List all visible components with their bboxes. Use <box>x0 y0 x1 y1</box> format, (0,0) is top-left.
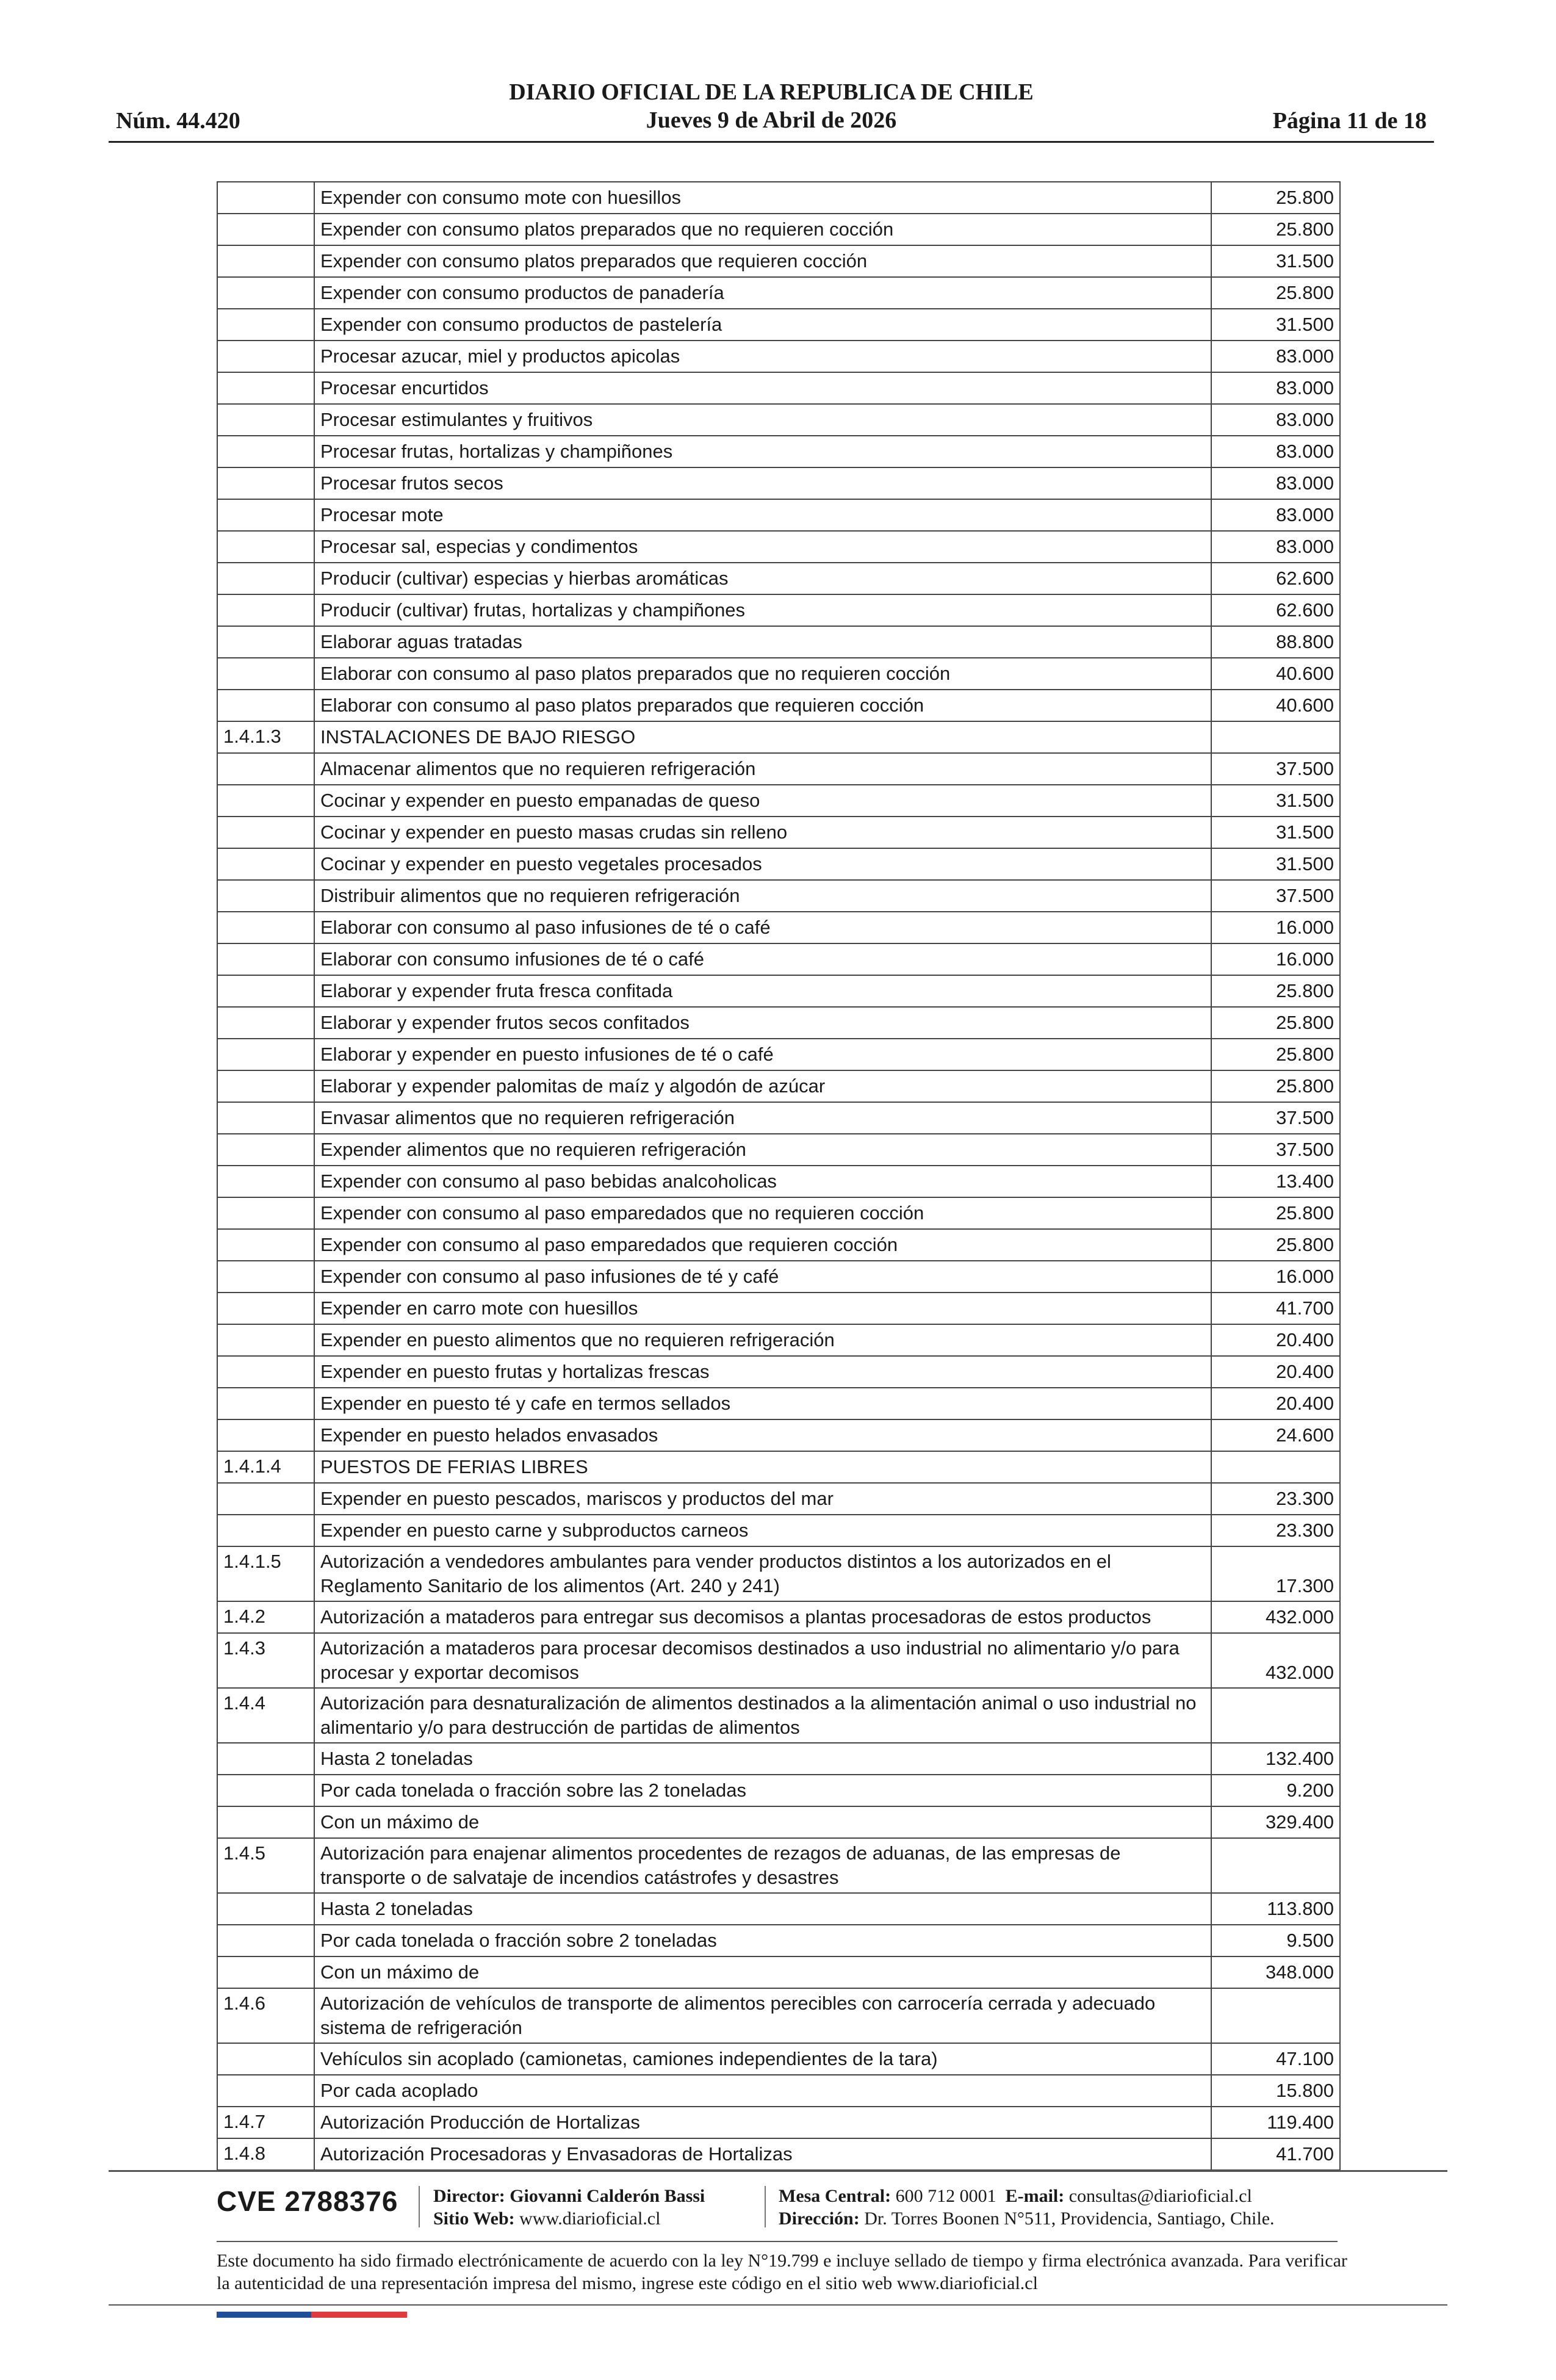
item-code <box>217 341 314 372</box>
item-code <box>217 785 314 817</box>
item-code <box>217 1806 314 1838</box>
item-code <box>217 182 314 214</box>
item-description: Por cada tonelada o fracción sobre 2 toneladas <box>314 1925 1211 1956</box>
item-amount: 31.500 <box>1211 309 1340 341</box>
address-label: Dirección: <box>779 2209 860 2229</box>
table-row <box>217 753 1340 785</box>
item-code: 1.4.5 <box>217 1838 314 1893</box>
table-row <box>217 1546 1340 1601</box>
flag-stripe-red <box>311 2312 407 2318</box>
item-description: Almacenar alimentos que no requieren refrigeración <box>314 753 1211 785</box>
item-amount: 23.300 <box>1211 1483 1340 1515</box>
item-amount: 25.800 <box>1211 1039 1340 1070</box>
item-amount: 23.300 <box>1211 1515 1340 1546</box>
item-amount: 329.400 <box>1211 1806 1340 1838</box>
table-row <box>217 1633 1340 1688</box>
item-code <box>217 1956 314 1988</box>
item-description: Procesar mote <box>314 499 1211 531</box>
item-code <box>217 1134 314 1166</box>
item-code <box>217 880 314 912</box>
item-code <box>217 499 314 531</box>
item-description: Expender en puesto carne y subproductos carneos <box>314 1515 1211 1546</box>
table-row <box>217 182 1340 214</box>
table-row <box>217 1197 1340 1229</box>
item-amount: 83.000 <box>1211 436 1340 467</box>
item-code <box>217 1388 314 1419</box>
item-description: Con un máximo de <box>314 1956 1211 1988</box>
item-amount: 31.500 <box>1211 245 1340 277</box>
item-description: Elaborar y expender fruta fresca confitada <box>314 975 1211 1007</box>
item-amount <box>1211 1988 1340 2043</box>
table-row <box>217 1601 1340 1633</box>
phone-number: 600 712 0001 <box>895 2186 996 2206</box>
table-row <box>217 309 1340 341</box>
item-amount: 432.000 <box>1211 1633 1340 1688</box>
item-amount: 25.800 <box>1211 277 1340 309</box>
item-amount: 432.000 <box>1211 1601 1340 1633</box>
item-amount: 25.800 <box>1211 975 1340 1007</box>
item-amount: 83.000 <box>1211 372 1340 404</box>
issue-number: Núm. 44.420 <box>116 108 240 134</box>
item-description: Procesar encurtidos <box>314 372 1211 404</box>
item-code <box>217 690 314 721</box>
item-code <box>217 1039 314 1070</box>
item-description: Con un máximo de <box>314 1806 1211 1838</box>
item-description: Procesar azucar, miel y productos apicolas <box>314 341 1211 372</box>
item-description: Expender con consumo productos de pastelería <box>314 309 1211 341</box>
item-description: Expender en puesto helados envasados <box>314 1419 1211 1451</box>
table-row <box>217 1102 1340 1134</box>
item-amount: 24.600 <box>1211 1419 1340 1451</box>
item-code <box>217 1893 314 1925</box>
table-row <box>217 626 1340 658</box>
fees-table-body <box>217 182 1340 2170</box>
item-code: 1.4.1.3 <box>217 721 314 753</box>
item-amount: 25.800 <box>1211 1070 1340 1102</box>
table-row <box>217 1775 1340 1806</box>
item-description: Expender con consumo al paso emparedados que requieren cocción <box>314 1229 1211 1261</box>
item-amount: 25.800 <box>1211 1229 1340 1261</box>
item-code <box>217 912 314 943</box>
item-amount: 25.800 <box>1211 182 1340 214</box>
item-description: Expender en carro mote con huesillos <box>314 1293 1211 1324</box>
item-amount: 31.500 <box>1211 817 1340 848</box>
item-amount: 41.700 <box>1211 1293 1340 1324</box>
item-description: Expender con consumo platos preparados que requieren cocción <box>314 245 1211 277</box>
item-amount: 83.000 <box>1211 341 1340 372</box>
item-amount: 37.500 <box>1211 880 1340 912</box>
table-row <box>217 1229 1340 1261</box>
item-description: Hasta 2 toneladas <box>314 1743 1211 1775</box>
table-row <box>217 912 1340 943</box>
table-row <box>217 1806 1340 1838</box>
item-amount: 47.100 <box>1211 2043 1340 2075</box>
item-description: Expender alimentos que no requieren refrigeración <box>314 1134 1211 1166</box>
table-row <box>217 2138 1340 2170</box>
footer-separator <box>765 2186 766 2227</box>
item-description: Elaborar y expender palomitas de maíz y algodón de azúcar <box>314 1070 1211 1102</box>
item-description: Elaborar con consumo al paso platos preparados que requieren cocción <box>314 690 1211 721</box>
issue-date: Jueves 9 de Abril de 2026 <box>646 107 897 133</box>
item-description: Autorización para enajenar alimentos procedentes de rezagos de aduanas, de las empresas de transporte o de salvataje de incendios catástrofes y desastres <box>314 1838 1211 1893</box>
item-amount: 41.700 <box>1211 2138 1340 2170</box>
item-code <box>217 1419 314 1451</box>
item-description: Cocinar y expender en puesto empanadas de queso <box>314 785 1211 817</box>
item-description: Expender con consumo al paso infusiones de té y café <box>314 1261 1211 1293</box>
item-description: Expender con consumo al paso bebidas analcoholicas <box>314 1166 1211 1197</box>
item-description: Distribuir alimentos que no requieren refrigeración <box>314 880 1211 912</box>
item-description: Por cada tonelada o fracción sobre las 2 toneladas <box>314 1775 1211 1806</box>
item-amount <box>1211 721 1340 753</box>
table-row <box>217 1688 1340 1743</box>
item-amount: 348.000 <box>1211 1956 1340 1988</box>
item-code <box>217 1293 314 1324</box>
item-code <box>217 563 314 594</box>
table-row <box>217 563 1340 594</box>
item-code <box>217 404 314 436</box>
item-code <box>217 372 314 404</box>
table-row <box>217 1356 1340 1388</box>
table-row <box>217 880 1340 912</box>
table-row <box>217 1838 1340 1893</box>
item-description: Autorización Procesadoras y Envasadoras de Hortalizas <box>314 2138 1211 2170</box>
website-label: Sitio Web: <box>433 2209 515 2229</box>
table-row <box>217 785 1340 817</box>
item-code <box>217 1102 314 1134</box>
table-row <box>217 1893 1340 1925</box>
item-code <box>217 1166 314 1197</box>
table-row <box>217 1261 1340 1293</box>
table-row <box>217 1925 1340 1956</box>
item-code <box>217 1261 314 1293</box>
item-amount: 37.500 <box>1211 1134 1340 1166</box>
masthead <box>109 78 1434 134</box>
footer-contact-block <box>779 2185 1275 2230</box>
item-code: 1.4.3 <box>217 1633 314 1688</box>
table-row <box>217 658 1340 690</box>
item-description: Hasta 2 toneladas <box>314 1893 1211 1925</box>
item-amount <box>1211 1688 1340 1743</box>
item-description: Por cada acoplado <box>314 2075 1211 2107</box>
website-link[interactable]: www.diarioficial.cl <box>519 2209 661 2229</box>
table-row <box>217 245 1340 277</box>
table-row <box>217 721 1340 753</box>
item-description: Procesar sal, especias y condimentos <box>314 531 1211 563</box>
item-description: Expender en puesto alimentos que no requieren refrigeración <box>314 1324 1211 1356</box>
item-code: 1.4.4 <box>217 1688 314 1743</box>
item-amount: 37.500 <box>1211 1102 1340 1134</box>
item-description: Procesar estimulantes y fruitivos <box>314 404 1211 436</box>
item-amount: 16.000 <box>1211 1261 1340 1293</box>
item-amount <box>1211 1451 1340 1483</box>
item-amount: 31.500 <box>1211 785 1340 817</box>
item-code <box>217 1743 314 1775</box>
table-row <box>217 943 1340 975</box>
phone-label: Mesa Central: <box>779 2186 891 2206</box>
item-amount: 132.400 <box>1211 1743 1340 1775</box>
table-row <box>217 404 1340 436</box>
table-row <box>217 848 1340 880</box>
item-code <box>217 848 314 880</box>
table-row <box>217 1293 1340 1324</box>
item-amount: 37.500 <box>1211 753 1340 785</box>
item-description: Vehículos sin acoplado (camionetas, camiones independientes de la tara) <box>314 2043 1211 2075</box>
item-code <box>217 214 314 245</box>
table-row <box>217 2107 1340 2138</box>
signature-note: Este documento ha sido firmado electrónicamente de acuerdo con la ley N°19.799 e incluye sellado de tiempo y firma electrónica avanzada. Para verificar la autenticidad de una representación impresa del mismo, ingrese este código en el sitio web www.diarioficial.cl <box>217 2251 1347 2293</box>
item-description: Envasar alimentos que no requieren refrigeración <box>314 1102 1211 1134</box>
table-row <box>217 1515 1340 1546</box>
item-amount: 15.800 <box>1211 2075 1340 2107</box>
item-code <box>217 2043 314 2075</box>
table-row <box>217 1956 1340 1988</box>
table-row <box>217 1134 1340 1166</box>
item-code: 1.4.2 <box>217 1601 314 1633</box>
email-link[interactable]: consultas@diarioficial.cl <box>1068 2186 1252 2206</box>
item-code <box>217 1070 314 1102</box>
item-description: Expender con consumo platos preparados que no requieren cocción <box>314 214 1211 245</box>
item-description: Expender en puesto pescados, mariscos y productos del mar <box>314 1483 1211 1515</box>
footer-divider-bottom <box>109 2304 1447 2306</box>
item-code <box>217 975 314 1007</box>
item-amount: 113.800 <box>1211 1893 1340 1925</box>
item-amount: 83.000 <box>1211 404 1340 436</box>
item-description: Autorización a vendedores ambulantes para vender productos distintos a los autorizados en el Reglamento Sanitario de los alimentos (Art. 240 y 241) <box>314 1546 1211 1601</box>
table-row <box>217 531 1340 563</box>
item-code <box>217 309 314 341</box>
table-row <box>217 372 1340 404</box>
table-row <box>217 436 1340 467</box>
item-description: Autorización de vehículos de transporte de alimentos perecibles con carrocería cerrada y adecuado sistema de refrigeración <box>314 1988 1211 2043</box>
fees-table <box>217 181 1341 2171</box>
header-divider <box>109 141 1434 143</box>
table-row <box>217 341 1340 372</box>
item-code <box>217 1007 314 1039</box>
table-row <box>217 467 1340 499</box>
item-amount: 20.400 <box>1211 1324 1340 1356</box>
footer-divider-top <box>109 2170 1447 2172</box>
footer-separator <box>419 2186 420 2227</box>
flag-stripe-blue <box>217 2312 311 2318</box>
page-number: Página 11 de 18 <box>1272 108 1427 134</box>
table-row <box>217 690 1340 721</box>
footer-divider-middle <box>217 2241 1338 2242</box>
page-header <box>109 74 1434 143</box>
item-code <box>217 1197 314 1229</box>
table-row <box>217 975 1340 1007</box>
item-description: Cocinar y expender en puesto vegetales procesados <box>314 848 1211 880</box>
item-description: Elaborar con consumo al paso platos preparados que no requieren cocción <box>314 658 1211 690</box>
item-amount: 9.200 <box>1211 1775 1340 1806</box>
item-code: 1.4.1.5 <box>217 1546 314 1601</box>
item-amount: 25.800 <box>1211 1007 1340 1039</box>
newspaper-title: DIARIO OFICIAL DE LA REPUBLICA DE CHILE <box>509 79 1034 105</box>
item-amount: 62.600 <box>1211 594 1340 626</box>
director-label: Director: <box>433 2186 505 2206</box>
address-text: Dr. Torres Boonen N°511, Providencia, Santiago, Chile. <box>864 2209 1275 2229</box>
item-description: Elaborar y expender en puesto infusiones de té o café <box>314 1039 1211 1070</box>
item-amount: 17.300 <box>1211 1546 1340 1601</box>
item-description: Elaborar y expender frutos secos confitados <box>314 1007 1211 1039</box>
item-amount: 119.400 <box>1211 2107 1340 2138</box>
email-label: E-mail: <box>1005 2186 1065 2206</box>
item-amount: 25.800 <box>1211 214 1340 245</box>
item-amount: 13.400 <box>1211 1166 1340 1197</box>
item-amount: 40.600 <box>1211 690 1340 721</box>
item-description: Autorización para desnaturalización de alimentos destinados a la alimentación animal o uso industrial no alimentario y/o para destrucción de partidas de alimentos <box>314 1688 1211 1743</box>
item-description: PUESTOS DE FERIAS LIBRES <box>314 1451 1211 1483</box>
table-row <box>217 499 1340 531</box>
table-row <box>217 1166 1340 1197</box>
item-description: Procesar frutas, hortalizas y champiñones <box>314 436 1211 467</box>
item-code <box>217 245 314 277</box>
item-code <box>217 626 314 658</box>
item-description: Autorización a mataderos para entregar sus decomisos a plantas procesadoras de estos productos <box>314 1601 1211 1633</box>
item-description: Elaborar aguas tratadas <box>314 626 1211 658</box>
footer-director-block <box>433 2185 705 2230</box>
item-code <box>217 1356 314 1388</box>
director-name: Giovanni Calderón Bassi <box>510 2186 705 2206</box>
item-code <box>217 2075 314 2107</box>
item-code <box>217 594 314 626</box>
item-description: Procesar frutos secos <box>314 467 1211 499</box>
item-code <box>217 467 314 499</box>
table-row <box>217 1483 1340 1515</box>
item-code <box>217 1229 314 1261</box>
item-code: 1.4.1.4 <box>217 1451 314 1483</box>
item-code <box>217 943 314 975</box>
item-description: Elaborar con consumo al paso infusiones de té o café <box>314 912 1211 943</box>
item-code: 1.4.7 <box>217 2107 314 2138</box>
item-description: INSTALACIONES DE BAJO RIESGO <box>314 721 1211 753</box>
item-amount: 83.000 <box>1211 467 1340 499</box>
item-amount: 20.400 <box>1211 1356 1340 1388</box>
item-code <box>217 753 314 785</box>
item-description: Producir (cultivar) especias y hierbas aromáticas <box>314 563 1211 594</box>
table-row <box>217 214 1340 245</box>
table-row <box>217 1007 1340 1039</box>
table-row <box>217 594 1340 626</box>
table-row <box>217 2043 1340 2075</box>
table-row <box>217 2075 1340 2107</box>
item-amount: 25.800 <box>1211 1197 1340 1229</box>
item-amount: 83.000 <box>1211 531 1340 563</box>
table-row <box>217 1743 1340 1775</box>
table-row <box>217 277 1340 309</box>
item-code: 1.4.8 <box>217 2138 314 2170</box>
table-row <box>217 1324 1340 1356</box>
item-code: 1.4.6 <box>217 1988 314 2043</box>
table-row <box>217 1988 1340 2043</box>
item-description: Expender con consumo al paso emparedados que no requieren cocción <box>314 1197 1211 1229</box>
item-description: Expender con consumo productos de panadería <box>314 277 1211 309</box>
item-description: Elaborar con consumo infusiones de té o café <box>314 943 1211 975</box>
item-code <box>217 1515 314 1546</box>
item-code <box>217 277 314 309</box>
item-description: Autorización a mataderos para procesar decomisos destinados a uso industrial no alimentario y/o para procesar y exportar decomisos <box>314 1633 1211 1688</box>
table-row <box>217 1070 1340 1102</box>
item-code <box>217 658 314 690</box>
table-row <box>217 1451 1340 1483</box>
item-amount: 31.500 <box>1211 848 1340 880</box>
table-row <box>217 1039 1340 1070</box>
item-description: Expender en puesto frutas y hortalizas frescas <box>314 1356 1211 1388</box>
table-row <box>217 1419 1340 1451</box>
item-amount: 62.600 <box>1211 563 1340 594</box>
item-code <box>217 1775 314 1806</box>
item-code <box>217 436 314 467</box>
cve-code: CVE 2788376 <box>217 2185 398 2217</box>
item-description: Producir (cultivar) frutas, hortalizas y champiñones <box>314 594 1211 626</box>
item-amount: 20.400 <box>1211 1388 1340 1419</box>
item-description: Expender en puesto té y cafe en termos sellados <box>314 1388 1211 1419</box>
item-description: Cocinar y expender en puesto masas crudas sin relleno <box>314 817 1211 848</box>
item-code <box>217 531 314 563</box>
item-description: Autorización Producción de Hortalizas <box>314 2107 1211 2138</box>
item-amount: 9.500 <box>1211 1925 1340 1956</box>
item-code <box>217 1925 314 1956</box>
item-amount <box>1211 1838 1340 1893</box>
item-code <box>217 1483 314 1515</box>
table-row <box>217 817 1340 848</box>
item-amount: 40.600 <box>1211 658 1340 690</box>
item-description: Expender con consumo mote con huesillos <box>314 182 1211 214</box>
item-code <box>217 1324 314 1356</box>
table-row <box>217 1388 1340 1419</box>
item-code <box>217 817 314 848</box>
item-amount: 16.000 <box>1211 943 1340 975</box>
item-amount: 88.800 <box>1211 626 1340 658</box>
item-amount: 16.000 <box>1211 912 1340 943</box>
item-amount: 83.000 <box>1211 499 1340 531</box>
